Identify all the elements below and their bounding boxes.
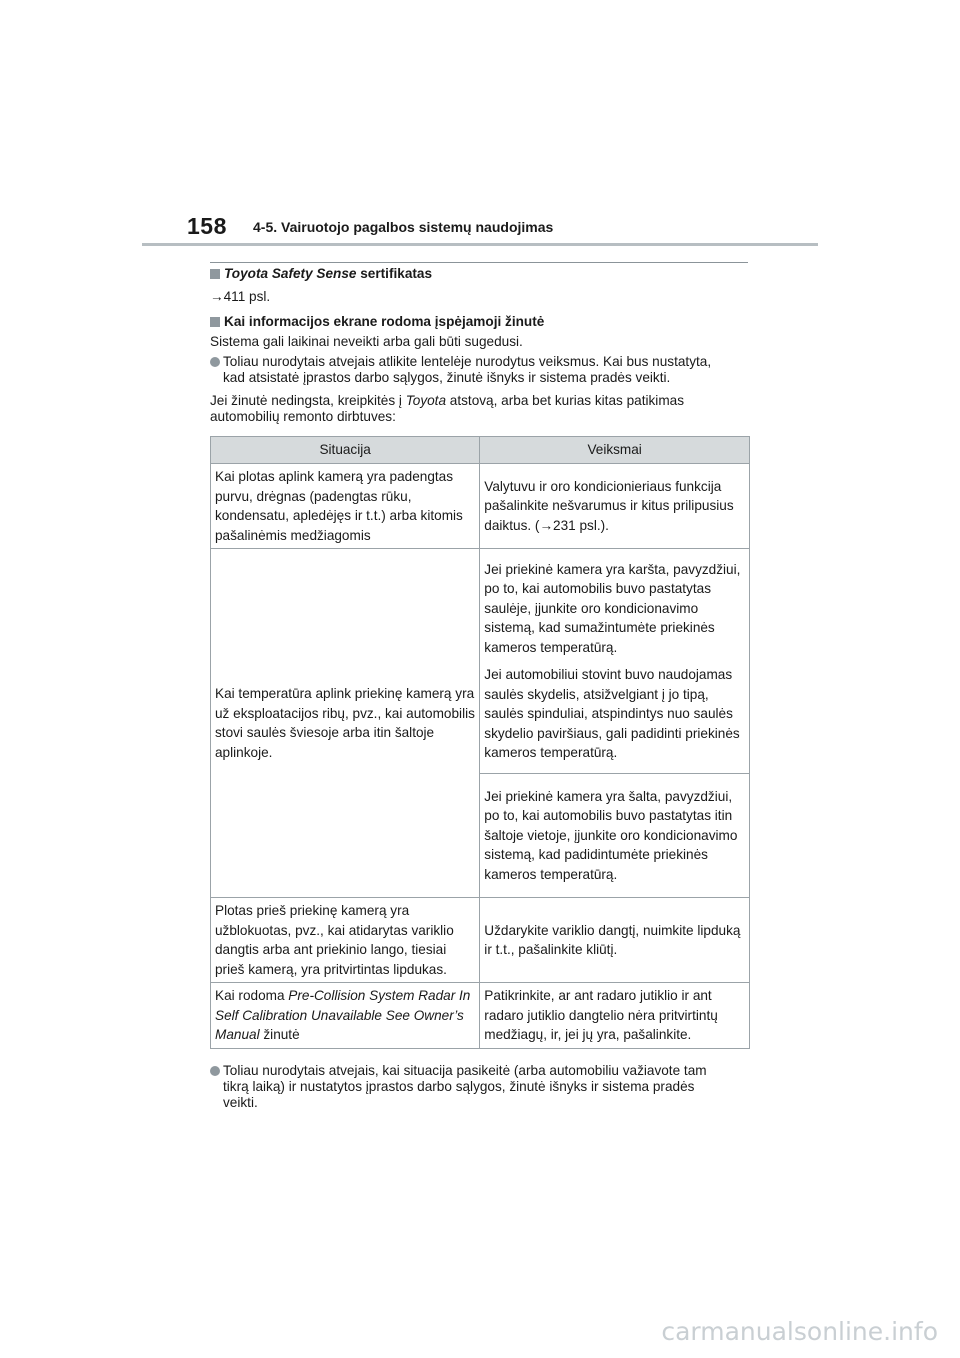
page-number: 158 bbox=[187, 213, 227, 239]
chapter-title: 4-5. Vairuotojo pagalbos sistemų naudojimas bbox=[253, 219, 554, 235]
situation-cell: Kai plotas aplink kamerą yra padengtas purvu, drėgnas (padengtas rūku, kondensatu, apledėjęs ir t.t.) arba kitomis pašalinėmis medžiagomis bbox=[211, 464, 480, 549]
contact-post: atstovą, arba bet kurias kitas patikimas bbox=[446, 393, 685, 408]
square-bullet-icon bbox=[210, 269, 220, 279]
bottom-bullet-item bbox=[210, 1063, 750, 1111]
bullet-item bbox=[210, 1063, 750, 1111]
contact-line2: automobilių remonto dirbtuves: bbox=[210, 409, 396, 424]
column-header-situation: Situacija bbox=[211, 437, 480, 464]
bullet-line: Toliau nurodytais atvejais, kai situacija pasikeitė (arba automobiliu važiavote tam bbox=[223, 1063, 707, 1078]
action-cell: Valytuvu ir oro kondicionieriaus funkcija pašalinkite nešvarumus ir kitus prilipusius daiktus. (→231 psl.). bbox=[480, 464, 750, 549]
watermark-text: carmanualsonline.info bbox=[661, 1317, 938, 1346]
round-bullet-icon bbox=[210, 1066, 220, 1076]
heading-italic-brand: Toyota Safety Sense bbox=[224, 266, 357, 281]
situation-cell bbox=[211, 983, 480, 1049]
action-cell bbox=[480, 549, 750, 774]
table-row bbox=[211, 464, 750, 549]
section-heading-warning bbox=[210, 314, 750, 330]
intro-text: Sistema gali laikinai neveikti arba gali būti sugedusi. bbox=[210, 334, 523, 349]
action-cell: Patikrinkite, ar ant radaro jutiklio ir ant radaro jutiklio dangtelio nėra pritvirtintų medžiagų, ir, jei jų yra, pašalinkite. bbox=[480, 983, 750, 1049]
square-bullet-icon bbox=[210, 317, 220, 327]
page-reference: →411 psl. bbox=[210, 289, 271, 304]
bullet-line: Toliau nurodytais atvejais atlikite lentelėje nurodytus veiksmus. Kai bus nustatyta, bbox=[223, 354, 712, 369]
situation-cell: Plotas prieš priekinę kamerą yra užblokuotas, pvz., kai atidarytas variklio dangtis arba ant priekinio lango, tiesiai prieš kamerą, yra pritvirtintas lipdukas. bbox=[211, 898, 480, 983]
table-row bbox=[211, 549, 750, 774]
section-heading-certificate bbox=[210, 266, 750, 282]
contact-brand: Toyota bbox=[405, 393, 447, 408]
header-divider bbox=[142, 243, 818, 246]
action-paragraph: Jei priekinė kamera yra karšta, pavyzdžiui, po to, kai automobilis buvo pastatytas saulėje, įjunkite oro kondicionavimo sistemą, kad sumažintumėte priekinės kameros temperatūrą. bbox=[484, 561, 741, 655]
table-row bbox=[211, 898, 750, 983]
contact-pre: Jei žinutė nedingsta, kreipkitės į bbox=[210, 393, 406, 408]
body-content bbox=[210, 266, 750, 425]
heading-rest: sertifikatas bbox=[356, 266, 433, 281]
bullet-line: tikrą laiką) ir nustatytos įprastos darbo sąlygos, žinutė išnyks ir sistema pradės bbox=[223, 1079, 695, 1094]
column-header-action: Veiksmai bbox=[480, 437, 750, 464]
action-cell: Jei priekinė kamera yra šalta, pavyzdžiui, po to, kai automobilis buvo pastatytas itin šaltoje vietoje, įjunkite oro kondicionavimo sistemą, kad padidintumėte priekinės kameros temperatūrą. bbox=[480, 774, 750, 898]
warning-actions-table bbox=[210, 436, 750, 1049]
action-paragraph: Jei automobiliui stovint buvo naudojamas saulės skydelis, atsižvelgiant į jo tipą, saulės spinduliai, atspindintys nuo saulės skydelio paviršiaus, gali padidinti priekinės kameros temperatūrą. bbox=[484, 667, 740, 760]
bullet-line: veikti. bbox=[223, 1095, 258, 1110]
situation-pre: Kai rodoma bbox=[215, 988, 289, 1003]
table-row bbox=[211, 983, 750, 1049]
bullet-item bbox=[210, 354, 750, 386]
table-header-row bbox=[211, 437, 750, 464]
bullet-line: kad atsistatė įprastos darbo sąlygos, žinutė išnyks ir sistema pradės veikti. bbox=[223, 370, 671, 385]
contact-text bbox=[210, 393, 750, 425]
warning-heading-text: Kai informacijos ekrane rodoma įspėjamoji žinutė bbox=[224, 314, 545, 329]
message-name: Pre-Collision System Radar In Self Calibration Unavailable See Owner’s Manual bbox=[215, 988, 471, 1042]
situation-cell: Kai temperatūra aplink priekinę kamerą yra už eksploatacijos ribų, pvz., kai automobilis stovi saulės šviesoje arba itin šaltoje aplinkoje. bbox=[211, 549, 480, 898]
action-cell: Uždarykite variklio dangtį, nuimkite lipduką ir t.t., pašalinkite kliūtį. bbox=[480, 898, 750, 983]
situation-post: žinutė bbox=[259, 1027, 300, 1042]
content-divider bbox=[210, 262, 748, 263]
round-bullet-icon bbox=[210, 357, 220, 367]
